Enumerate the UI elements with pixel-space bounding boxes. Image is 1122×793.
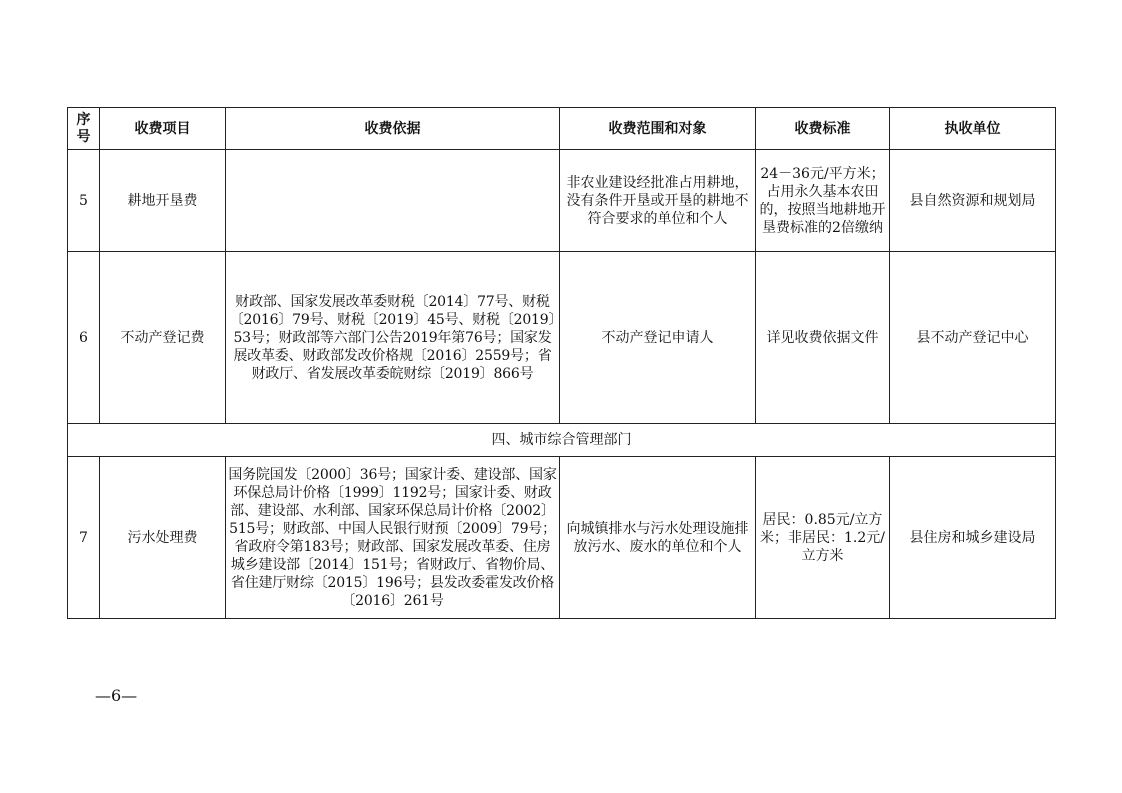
header-unit: 执收单位 [890,108,1056,150]
cell-basis: 财政部、国家发展改革委财税〔2014〕77号、财税〔2016〕79号、财税〔2019〕45号、财税〔2019〕53号；财政部等六部门公告2019年第76号；国家发展改革委、财政部发改价格规〔2016〕2559号；省财政厅、省发展改革委皖财综〔2019〕866号 [226,252,560,424]
cell-basis [226,150,560,252]
table-row [68,457,1056,619]
header-standard: 收费标准 [756,108,890,150]
table-row [68,252,1056,424]
header-item: 收费项目 [100,108,226,150]
cell-standard: 详见收费依据文件 [756,252,890,424]
header-basis: 收费依据 [226,108,560,150]
cell-seq: 7 [68,457,100,619]
cell-item: 污水处理费 [100,457,226,619]
cell-unit: 县自然资源和规划局 [890,150,1056,252]
section-title: 四、城市综合管理部门 [68,424,1056,457]
section-row [68,424,1056,457]
cell-scope: 非农业建设经批准占用耕地，没有条件开垦或开垦的耕地不符合要求的单位和个人 [560,150,756,252]
cell-seq: 5 [68,150,100,252]
cell-unit: 县不动产登记中心 [890,252,1056,424]
table-row [68,150,1056,252]
header-row [68,108,1056,150]
cell-basis: 国务院国发〔2000〕36号；国家计委、建设部、国家环保总局计价格〔1999〕1192号；国家计委、财政部、建设部、水利部、国家环保总局计价格〔2002〕515号；财政部、中国人民银行财预〔2009〕79号；省政府令第183号；财政部、国家发展改革委、住房城乡建设部〔2014〕151号；省财政厅、省物价局、省住建厅财综〔2015〕196号；县发改委霍发改价格〔2016〕261号 [226,457,560,619]
page-number: —6— [95,686,138,705]
cell-seq: 6 [68,252,100,424]
cell-scope: 向城镇排水与污水处理设施排放污水、废水的单位和个人 [560,457,756,619]
header-seq: 序号 [68,108,100,150]
cell-unit: 县住房和城乡建设局 [890,457,1056,619]
cell-standard: 居民：0.85元/立方米；非居民：1.2元/立方米 [756,457,890,619]
fee-table [67,107,1056,619]
cell-item: 不动产登记费 [100,252,226,424]
cell-standard: 24－36元/平方米；占用永久基本农田的，按照当地耕地开垦费标准的2倍缴纳 [756,150,890,252]
cell-item: 耕地开垦费 [100,150,226,252]
cell-scope: 不动产登记申请人 [560,252,756,424]
header-scope: 收费范围和对象 [560,108,756,150]
